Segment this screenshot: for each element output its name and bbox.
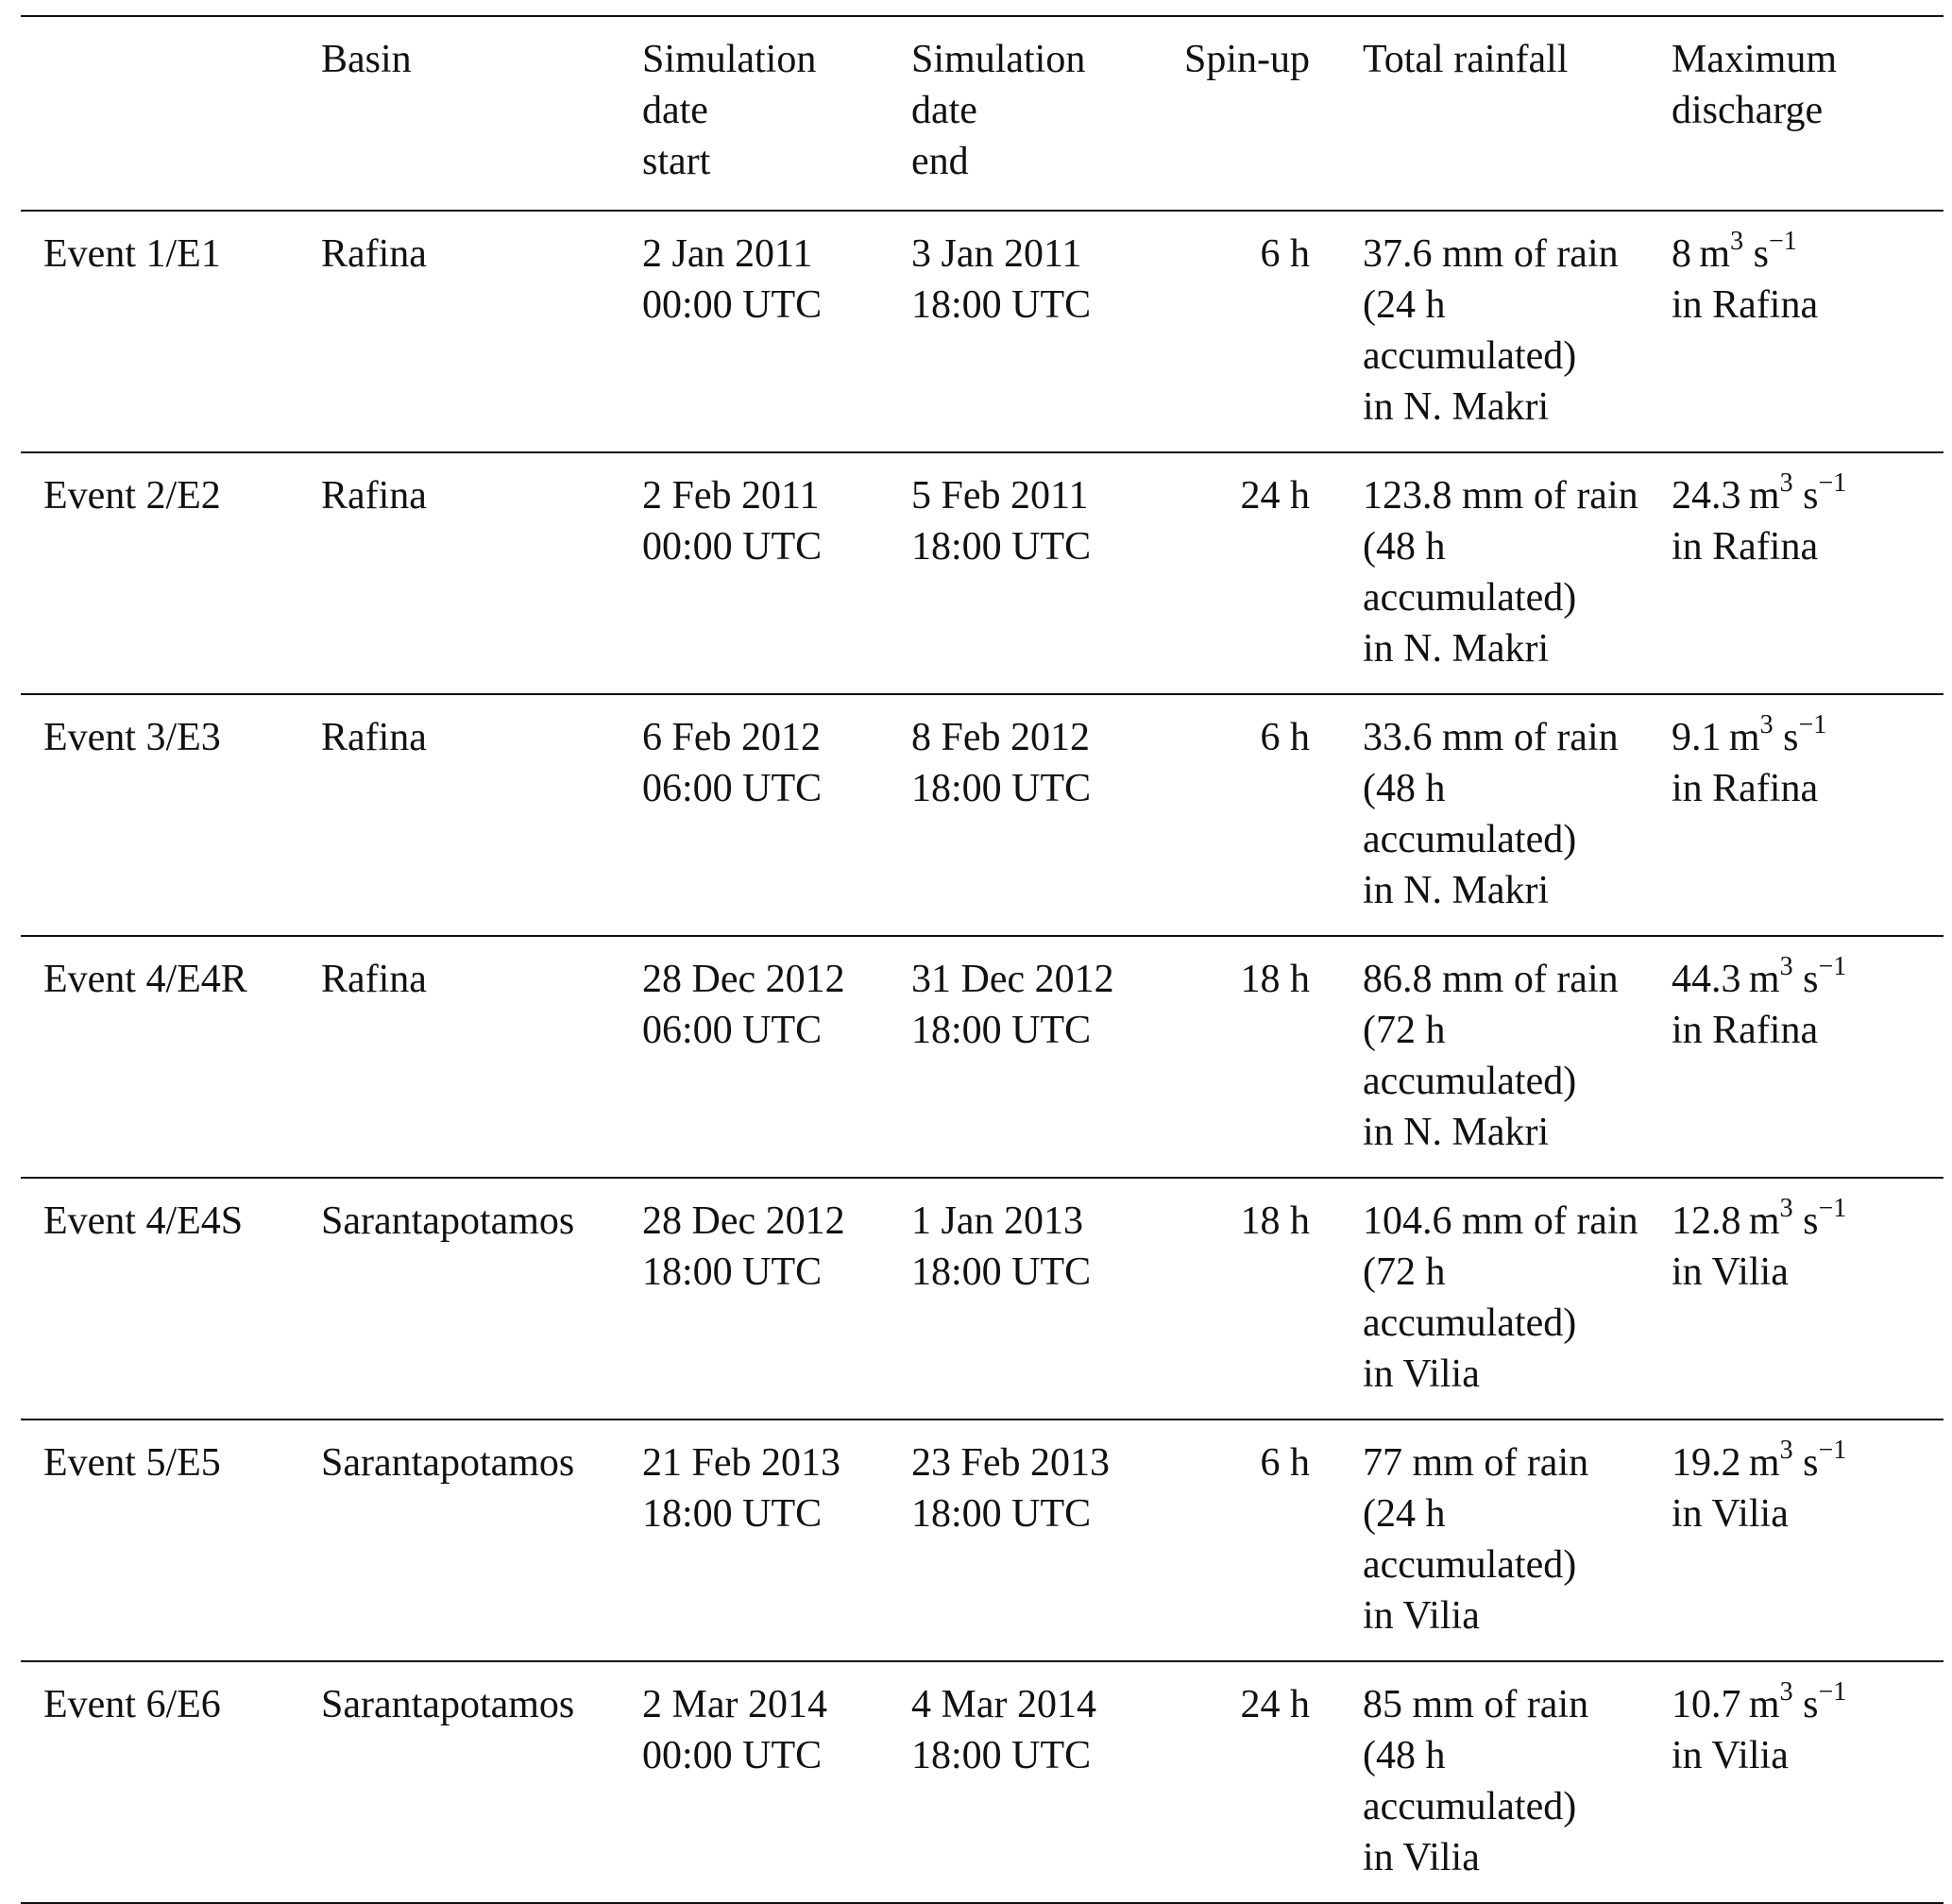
unit-m-exponent: 3 bbox=[1779, 1436, 1793, 1465]
rainfall-text: (72 h bbox=[1363, 1250, 1446, 1294]
unit-s: s bbox=[1783, 716, 1799, 759]
basin-cell bbox=[314, 452, 635, 694]
sim-end-cell bbox=[904, 694, 1159, 936]
event-label: Event 5/E5 bbox=[43, 1441, 221, 1485]
spinup-value: 6 h bbox=[1260, 232, 1310, 276]
sim-end-text: 1 Jan 2013 bbox=[911, 1199, 1083, 1243]
sim-end-cell bbox=[904, 1661, 1159, 1903]
unit-m-exponent: 3 bbox=[1779, 468, 1793, 498]
header-text: Maximum bbox=[1672, 38, 1837, 81]
discharge-location: in Vilia bbox=[1672, 1492, 1789, 1536]
sim-start-text: 06:00 UTC bbox=[642, 767, 823, 810]
sim-end-cell bbox=[904, 936, 1159, 1178]
sim-start-cell bbox=[635, 1661, 904, 1903]
rainfall-cell bbox=[1319, 1661, 1660, 1903]
unit-s: s bbox=[1803, 958, 1819, 1001]
sim-end-cell bbox=[904, 1178, 1159, 1420]
header-text: start bbox=[642, 140, 711, 183]
basin-cell bbox=[314, 1178, 635, 1420]
discharge-cell bbox=[1660, 1178, 1944, 1420]
basin-cell bbox=[314, 936, 635, 1178]
basin-name: Rafina bbox=[321, 232, 427, 276]
spinup-value: 6 h bbox=[1260, 716, 1310, 759]
rainfall-text: accumulated) bbox=[1363, 334, 1577, 378]
header-row bbox=[21, 16, 1944, 211]
event-cell bbox=[21, 1661, 314, 1903]
unit-s-exponent: −1 bbox=[1768, 227, 1797, 256]
basin-name: Rafina bbox=[321, 716, 427, 759]
sim-start-cell bbox=[635, 936, 904, 1178]
unit-m: m bbox=[1748, 1199, 1780, 1243]
basin-cell bbox=[314, 694, 635, 936]
sim-start-text: 2 Mar 2014 bbox=[642, 1683, 827, 1726]
unit-m-exponent: 3 bbox=[1779, 1194, 1793, 1223]
spinup-value: 24 h bbox=[1240, 474, 1310, 518]
sim-start-text: 28 Dec 2012 bbox=[642, 958, 845, 1001]
unit-m: m bbox=[1748, 474, 1780, 518]
rainfall-text: accumulated) bbox=[1363, 1301, 1577, 1345]
spinup-cell bbox=[1159, 1178, 1319, 1420]
rainfall-text: 85 mm of rain bbox=[1363, 1683, 1589, 1726]
sim-end-text: 4 Mar 2014 bbox=[911, 1683, 1096, 1726]
discharge-unit bbox=[1748, 468, 1847, 518]
header-spinup bbox=[1159, 16, 1319, 211]
sim-end-text: 5 Feb 2011 bbox=[911, 474, 1089, 518]
rainfall-cell bbox=[1319, 694, 1660, 936]
discharge-value-line bbox=[1672, 1196, 1944, 1247]
unit-m: m bbox=[1728, 716, 1760, 759]
sim-start-text: 2 Feb 2011 bbox=[642, 474, 820, 518]
rainfall-text: accumulated) bbox=[1363, 576, 1577, 620]
discharge-value-line bbox=[1672, 1437, 1944, 1488]
rainfall-text: 77 mm of rain bbox=[1363, 1441, 1589, 1485]
unit-s: s bbox=[1803, 1441, 1819, 1485]
discharge-value: 9.1 bbox=[1672, 716, 1722, 759]
unit-s-exponent: −1 bbox=[1798, 710, 1827, 740]
header-max-discharge bbox=[1660, 16, 1944, 211]
sim-end-text: 18:00 UTC bbox=[911, 767, 1092, 810]
event-label: Event 4/E4S bbox=[43, 1199, 244, 1243]
discharge-unit bbox=[1728, 710, 1827, 759]
rainfall-text: 33.6 mm of rain bbox=[1363, 716, 1619, 759]
rainfall-text: (48 h bbox=[1363, 767, 1446, 810]
basin-cell bbox=[314, 211, 635, 452]
rainfall-cell bbox=[1319, 1178, 1660, 1420]
rainfall-text: 37.6 mm of rain bbox=[1363, 232, 1619, 276]
spinup-value: 18 h bbox=[1240, 958, 1310, 1001]
discharge-value: 10.7 bbox=[1672, 1683, 1741, 1726]
discharge-value: 24.3 bbox=[1672, 474, 1741, 518]
header-sim-end bbox=[904, 16, 1159, 211]
header-text: Simulation bbox=[911, 38, 1086, 81]
discharge-value-line bbox=[1672, 470, 1944, 521]
rainfall-cell bbox=[1319, 936, 1660, 1178]
discharge-location: in Rafina bbox=[1672, 1009, 1819, 1052]
event-label: Event 6/E6 bbox=[43, 1683, 221, 1726]
sim-end-text: 18:00 UTC bbox=[911, 1492, 1092, 1536]
unit-s: s bbox=[1803, 1683, 1819, 1726]
rainfall-text: 104.6 mm of rain bbox=[1363, 1199, 1638, 1243]
event-label: Event 3/E3 bbox=[43, 716, 221, 759]
header-text: date bbox=[911, 89, 977, 132]
sim-start-cell bbox=[635, 694, 904, 936]
sim-start-text: 18:00 UTC bbox=[642, 1250, 823, 1294]
spinup-cell bbox=[1159, 936, 1319, 1178]
unit-m-exponent: 3 bbox=[1779, 1677, 1793, 1707]
discharge-value-line bbox=[1672, 954, 1944, 1005]
header-text: date bbox=[642, 89, 708, 132]
basin-name: Sarantapotamos bbox=[321, 1683, 575, 1726]
table-row bbox=[21, 694, 1944, 936]
table-row bbox=[21, 1178, 1944, 1420]
table-row bbox=[21, 936, 1944, 1178]
unit-m: m bbox=[1748, 1441, 1780, 1485]
discharge-cell bbox=[1660, 1661, 1944, 1903]
spinup-cell bbox=[1159, 211, 1319, 452]
discharge-cell bbox=[1660, 211, 1944, 452]
discharge-unit bbox=[1748, 952, 1847, 1001]
sim-start-cell bbox=[635, 211, 904, 452]
spinup-cell bbox=[1159, 452, 1319, 694]
sim-end-cell bbox=[904, 211, 1159, 452]
discharge-cell bbox=[1660, 694, 1944, 936]
sim-end-text: 8 Feb 2012 bbox=[911, 716, 1090, 759]
header-text: Spin-up bbox=[1183, 38, 1310, 81]
header-total-rainfall bbox=[1319, 16, 1660, 211]
basin-name: Sarantapotamos bbox=[321, 1199, 575, 1243]
rainfall-text: accumulated) bbox=[1363, 1785, 1577, 1828]
event-cell bbox=[21, 694, 314, 936]
unit-s: s bbox=[1753, 232, 1769, 276]
rainfall-text: accumulated) bbox=[1363, 1543, 1577, 1587]
rainfall-text: (72 h bbox=[1363, 1009, 1446, 1052]
header-sim-start bbox=[635, 16, 904, 211]
basin-cell bbox=[314, 1661, 635, 1903]
header-text: Simulation bbox=[642, 38, 817, 81]
sim-end-cell bbox=[904, 452, 1159, 694]
event-label: Event 2/E2 bbox=[43, 474, 221, 518]
sim-start-text: 21 Feb 2013 bbox=[642, 1441, 840, 1485]
event-cell bbox=[21, 936, 314, 1178]
table-row bbox=[21, 1661, 1944, 1903]
spinup-cell bbox=[1159, 1661, 1319, 1903]
sim-start-cell bbox=[635, 452, 904, 694]
sim-start-text: 6 Feb 2012 bbox=[642, 716, 821, 759]
spinup-value: 24 h bbox=[1240, 1683, 1310, 1726]
discharge-value-line bbox=[1672, 229, 1944, 280]
spinup-value: 18 h bbox=[1240, 1199, 1310, 1243]
sim-start-text: 00:00 UTC bbox=[642, 283, 823, 327]
rainfall-text: (24 h bbox=[1363, 1492, 1446, 1536]
sim-end-cell bbox=[904, 1420, 1159, 1661]
sim-start-text: 00:00 UTC bbox=[642, 525, 823, 569]
rainfall-text: (48 h bbox=[1363, 525, 1446, 569]
unit-s-exponent: −1 bbox=[1818, 468, 1847, 498]
rainfall-cell bbox=[1319, 211, 1660, 452]
unit-s-exponent: −1 bbox=[1818, 1194, 1847, 1223]
rainfall-text: in N. Makri bbox=[1363, 1111, 1550, 1154]
discharge-location: in Rafina bbox=[1672, 767, 1819, 810]
table-row bbox=[21, 452, 1944, 694]
rainfall-cell bbox=[1319, 1420, 1660, 1661]
event-cell bbox=[21, 1420, 314, 1661]
table-header bbox=[21, 16, 1944, 211]
rainfall-text: in Vilia bbox=[1363, 1594, 1480, 1638]
rainfall-text: 86.8 mm of rain bbox=[1363, 958, 1619, 1001]
spinup-cell bbox=[1159, 694, 1319, 936]
unit-m: m bbox=[1748, 1683, 1780, 1726]
discharge-value: 8 bbox=[1672, 232, 1691, 276]
rainfall-text: accumulated) bbox=[1363, 818, 1577, 861]
basin-name: Sarantapotamos bbox=[321, 1441, 575, 1485]
rainfall-text: in Vilia bbox=[1363, 1836, 1480, 1879]
sim-end-text: 18:00 UTC bbox=[911, 283, 1092, 327]
basin-cell bbox=[314, 1420, 635, 1661]
sim-end-text: 18:00 UTC bbox=[911, 1734, 1092, 1777]
rainfall-text: in Vilia bbox=[1363, 1352, 1480, 1396]
header-text: end bbox=[911, 140, 969, 183]
sim-start-text: 06:00 UTC bbox=[642, 1009, 823, 1052]
unit-m-exponent: 3 bbox=[1759, 710, 1774, 740]
unit-s: s bbox=[1803, 1199, 1819, 1243]
discharge-unit bbox=[1748, 1194, 1847, 1243]
event-cell bbox=[21, 452, 314, 694]
unit-m-exponent: 3 bbox=[1779, 952, 1793, 981]
event-label: Event 4/E4R bbox=[43, 958, 247, 1001]
discharge-value-line bbox=[1672, 712, 1944, 763]
table-row bbox=[21, 1420, 1944, 1661]
event-cell bbox=[21, 1178, 314, 1420]
discharge-unit bbox=[1699, 227, 1797, 276]
header-text: Total rainfall bbox=[1363, 38, 1569, 81]
sim-end-text: 18:00 UTC bbox=[911, 1250, 1092, 1294]
discharge-location: in Rafina bbox=[1672, 283, 1819, 327]
unit-m: m bbox=[1748, 958, 1780, 1001]
discharge-unit bbox=[1748, 1677, 1847, 1726]
unit-s: s bbox=[1803, 474, 1819, 518]
header-event bbox=[21, 16, 314, 211]
events-table-container bbox=[21, 15, 1944, 1904]
unit-m-exponent: 3 bbox=[1730, 227, 1744, 256]
rainfall-text: in N. Makri bbox=[1363, 385, 1550, 429]
discharge-value: 12.8 bbox=[1672, 1199, 1741, 1243]
sim-end-text: 23 Feb 2013 bbox=[911, 1441, 1110, 1485]
spinup-cell bbox=[1159, 1420, 1319, 1661]
rainfall-cell bbox=[1319, 452, 1660, 694]
unit-m: m bbox=[1699, 232, 1731, 276]
discharge-unit bbox=[1748, 1436, 1847, 1485]
sim-start-cell bbox=[635, 1420, 904, 1661]
discharge-location: in Vilia bbox=[1672, 1250, 1789, 1294]
rainfall-text: (24 h bbox=[1363, 283, 1446, 327]
header-text: Basin bbox=[321, 38, 412, 81]
sim-start-text: 18:00 UTC bbox=[642, 1492, 823, 1536]
table-row bbox=[21, 211, 1944, 452]
rainfall-text: (48 h bbox=[1363, 1734, 1446, 1777]
sim-start-text: 28 Dec 2012 bbox=[642, 1199, 845, 1243]
unit-s-exponent: −1 bbox=[1818, 1677, 1847, 1707]
discharge-value: 44.3 bbox=[1672, 958, 1741, 1001]
rainfall-text: in N. Makri bbox=[1363, 627, 1550, 671]
sim-end-text: 31 Dec 2012 bbox=[911, 958, 1114, 1001]
unit-s-exponent: −1 bbox=[1818, 952, 1847, 981]
discharge-value-line bbox=[1672, 1679, 1944, 1730]
rainfall-text: in N. Makri bbox=[1363, 869, 1550, 912]
unit-s-exponent: −1 bbox=[1818, 1436, 1847, 1465]
discharge-cell bbox=[1660, 452, 1944, 694]
rainfall-text: accumulated) bbox=[1363, 1060, 1577, 1103]
basin-name: Rafina bbox=[321, 958, 427, 1001]
spinup-value: 6 h bbox=[1260, 1441, 1310, 1485]
sim-end-text: 18:00 UTC bbox=[911, 1009, 1092, 1052]
event-cell bbox=[21, 211, 314, 452]
event-label: Event 1/E1 bbox=[43, 232, 221, 276]
sim-end-text: 18:00 UTC bbox=[911, 525, 1092, 569]
table-body bbox=[21, 211, 1944, 1903]
sim-start-text: 00:00 UTC bbox=[642, 1734, 823, 1777]
discharge-location: in Rafina bbox=[1672, 525, 1819, 569]
discharge-cell bbox=[1660, 936, 1944, 1178]
sim-end-text: 3 Jan 2011 bbox=[911, 232, 1082, 276]
rainfall-text: 123.8 mm of rain bbox=[1363, 474, 1638, 518]
header-basin bbox=[314, 16, 635, 211]
discharge-location: in Vilia bbox=[1672, 1734, 1789, 1777]
events-table bbox=[21, 15, 1944, 1904]
sim-start-cell bbox=[635, 1178, 904, 1420]
header-text: discharge bbox=[1672, 89, 1824, 132]
sim-start-text: 2 Jan 2011 bbox=[642, 232, 813, 276]
basin-name: Rafina bbox=[321, 474, 427, 518]
discharge-value: 19.2 bbox=[1672, 1441, 1741, 1485]
discharge-cell bbox=[1660, 1420, 1944, 1661]
